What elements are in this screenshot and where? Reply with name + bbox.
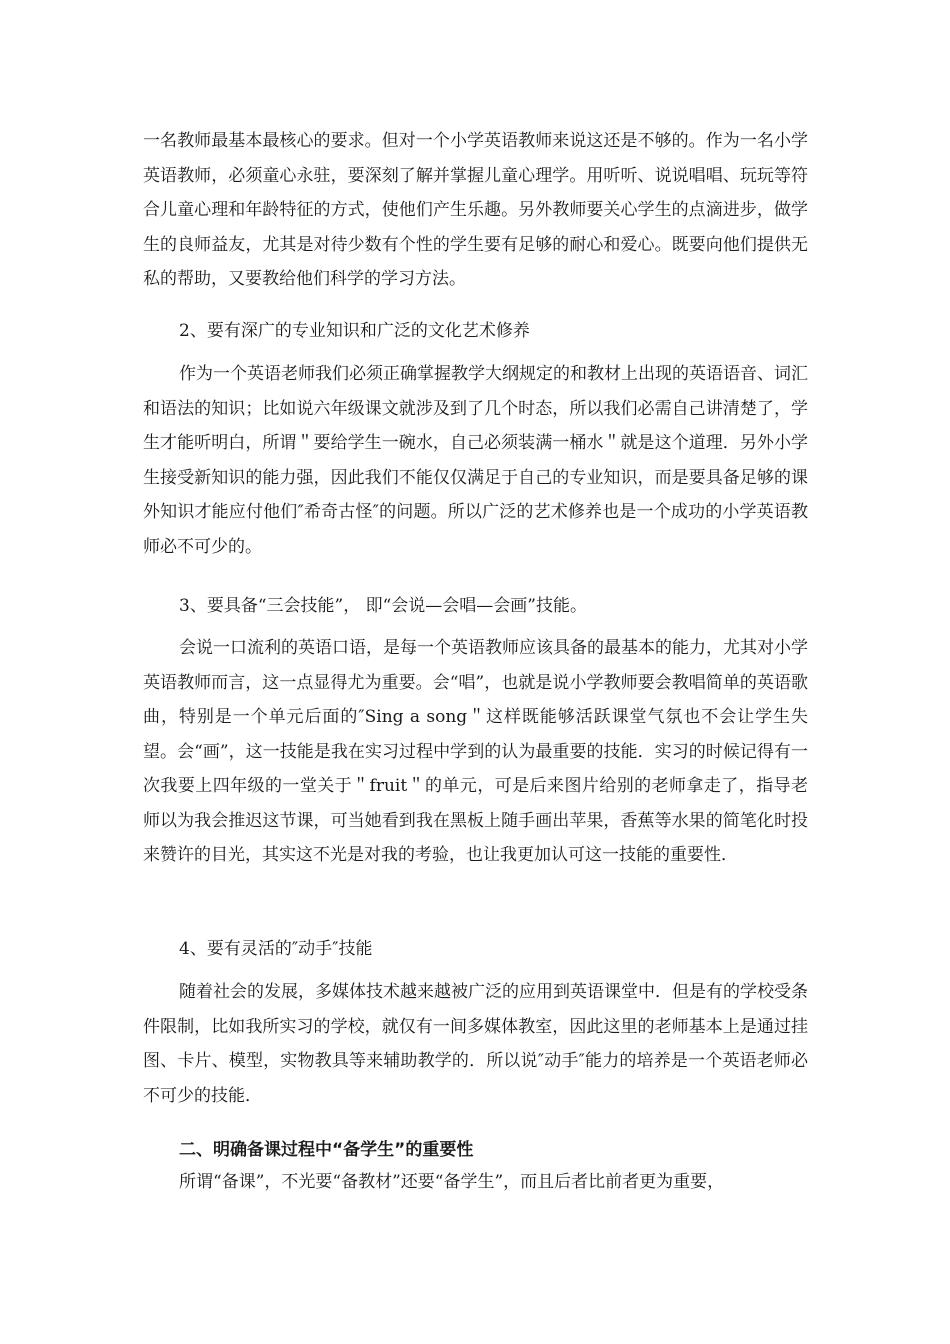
paragraph-5: 会说一口流利的英语口语，是每一个英语教师应该具备的最基本的能力，尤其对小学英语教师而言，这一点显得尤为重要。会“唱”，也就是说小学教师要会教唱简单的英语歌曲，特别是一个单元后面的″Sing a song＂这样既能够活跃课堂气氛也不会让学生失望。会“画”，这一技能是我在实习过程中学到的认为最重要的技能．实习的时候记得有一次我要上四年级的一堂关于＂fruit＂的单元，可是后来图片给别的老师拿走了，指导老师以为我会推迟这节课，可当她看到我在黑板上随手画出苹果，香蕉等水果的简笔化时投来赞许的目光，其实这不光是对我的考验，也让我更加认可这一技能的重要性． — [143, 638, 808, 865]
paragraph-9: 所谓“备课”，不光要“备教材”还要“备学生”，而且后者比前者更为重要， — [179, 1172, 725, 1192]
paragraph-1: 一名教师最基本最核心的要求。但对一个小学英语教师来说这还是不够的。作为一名小学英语教师，必须童心永驻，要深刻了解并掌握儿童心理学。用听听、说说唱唱、玩玩等符合儿童心理和年龄特征的方式，使他们产生乐趣。另外教师要关心学生的点滴进步，做学生的良师益友，尤其是对待少数有个性的学生要有足够的耐心和爱心。既要向他们提供无私的帮助，又要教给他们科学的学习方法。 — [143, 131, 808, 289]
subheading-2: 2、要有深广的专业知识和广泛的文化艺术修养 — [179, 321, 530, 341]
subheading-4: 4、要有灵活的″动手″技能 — [179, 939, 373, 959]
section-heading-2: 二、明确备课过程中“备学生”的重要性 — [179, 1140, 474, 1160]
paragraph-3: 作为一个英语老师我们必须正确掌握教学大纲规定的和教材上出现的英语语音、词汇和语法的知识；比如说六年级课文就涉及到了几个时态，所以我们必需自己讲清楚了，学生才能听明白，所谓＂要给学生一碗水，自己必须装满一桶水＂就是这个道理．另外小学生接受新知识的能力强，因此我们不能仅仅满足于自己的专业知识，而是要具备足够的课外知识才能应付他们″希奇古怪″的问题。所以广泛的艺术修养也是一个成功的小学英语教师必不可少的。 — [143, 364, 808, 557]
subheading-3: 3、要具备“三会技能”， 即“会说—会唱—会画”技能。 — [179, 596, 587, 616]
paragraph-7: 随着社会的发展，多媒体技术越来越被广泛的应用到英语课堂中．但是有的学校受条件限制，比如我所实习的学校，就仅有一间多媒体教室，因此这里的老师基本上是通过挂图、卡片、模型，实物教具等来辅助教学的．所以说″动手″能力的培养是一个英语老师必不可少的技能． — [143, 982, 808, 1106]
